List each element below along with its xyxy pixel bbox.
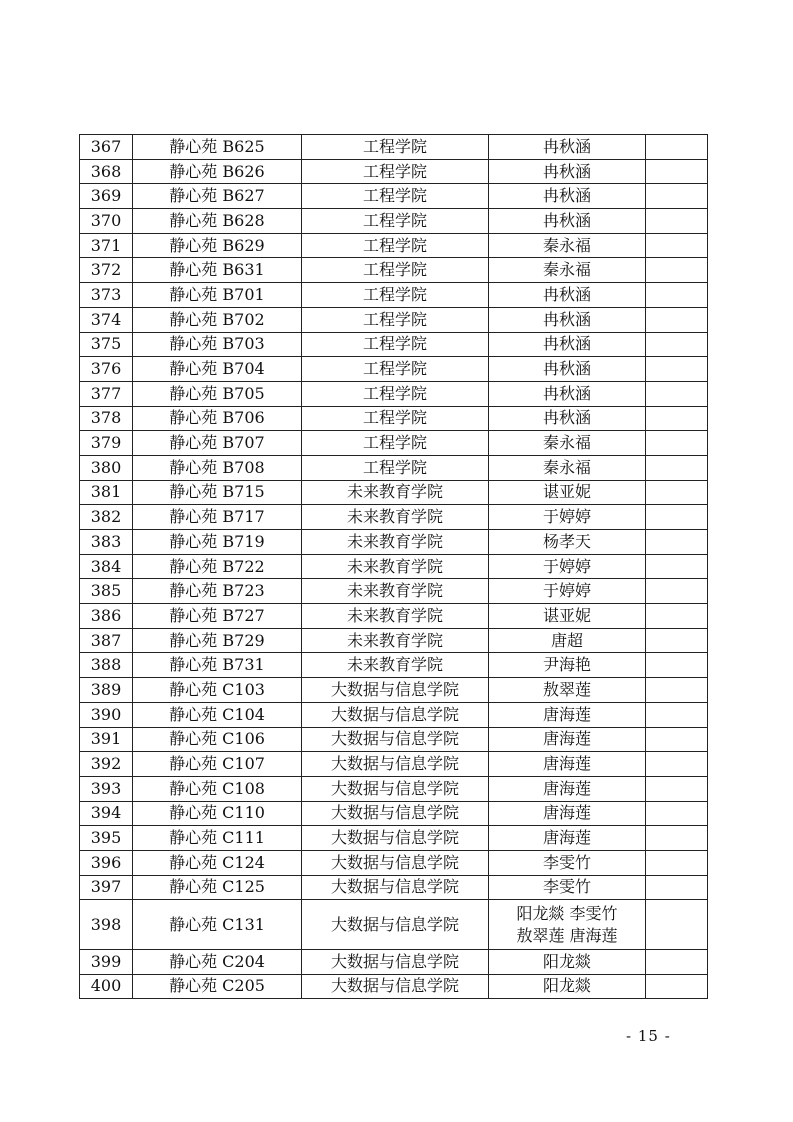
- college-cell: 大数据与信息学院: [302, 949, 489, 974]
- room-cell: 静心苑 B704: [133, 357, 302, 382]
- staff-name: 冉秋涵: [542, 161, 591, 181]
- staff-name: 唐海莲: [542, 704, 591, 724]
- college-cell: 工程学院: [302, 455, 489, 480]
- table-row: [80, 455, 708, 480]
- row-number-cell: 372: [80, 258, 133, 283]
- remark-cell: [646, 431, 708, 456]
- remark-cell: [646, 776, 708, 801]
- staff-cell: [489, 949, 646, 974]
- staff-cell: [489, 233, 646, 258]
- row-number-cell: 371: [80, 233, 133, 258]
- room-cell: 静心苑 C111: [133, 826, 302, 851]
- remark-cell: [646, 258, 708, 283]
- college-cell: 大数据与信息学院: [302, 850, 489, 875]
- staff-cell: [489, 283, 646, 308]
- room-cell: 静心苑 C125: [133, 875, 302, 900]
- college-cell: 工程学院: [302, 135, 489, 160]
- row-number-cell: 378: [80, 406, 133, 431]
- staff-cell: [489, 135, 646, 160]
- table-row: [80, 974, 708, 999]
- college-cell: 未来教育学院: [302, 628, 489, 653]
- roster-table-body: [80, 135, 708, 999]
- college-cell: 工程学院: [302, 258, 489, 283]
- table-row: [80, 332, 708, 357]
- staff-cell: [489, 702, 646, 727]
- room-cell: 静心苑 B708: [133, 455, 302, 480]
- staff-name: 冉秋涵: [542, 136, 591, 156]
- staff-cell: [489, 431, 646, 456]
- staff-cell: [489, 159, 646, 184]
- staff-cell: [489, 184, 646, 209]
- table-row: [80, 752, 708, 777]
- room-cell: 静心苑 B723: [133, 579, 302, 604]
- college-cell: 大数据与信息学院: [302, 727, 489, 752]
- table-row: [80, 554, 708, 579]
- staff-name: 李雯竹: [542, 852, 591, 872]
- staff-cell: [489, 900, 646, 950]
- staff-name: 阳龙燚: [542, 951, 591, 971]
- table-row: [80, 505, 708, 530]
- row-number-cell: 387: [80, 628, 133, 653]
- staff-name: 唐海莲: [542, 754, 591, 774]
- room-cell: 静心苑 B626: [133, 159, 302, 184]
- table-row: [80, 480, 708, 505]
- staff-name: 冉秋涵: [542, 359, 591, 379]
- college-cell: 大数据与信息学院: [302, 826, 489, 851]
- table-row: [80, 776, 708, 801]
- table-row: [80, 875, 708, 900]
- table-row: [80, 530, 708, 555]
- remark-cell: [646, 850, 708, 875]
- remark-cell: [646, 406, 708, 431]
- college-cell: 大数据与信息学院: [302, 678, 489, 703]
- remark-cell: [646, 974, 708, 999]
- college-cell: 大数据与信息学院: [302, 875, 489, 900]
- row-number-cell: 394: [80, 801, 133, 826]
- row-number-cell: 380: [80, 455, 133, 480]
- table-row: [80, 258, 708, 283]
- room-cell: 静心苑 C104: [133, 702, 302, 727]
- college-cell: 工程学院: [302, 184, 489, 209]
- staff-name: 秦永福: [542, 457, 591, 477]
- room-cell: 静心苑 B717: [133, 505, 302, 530]
- staff-name: 唐海莲: [542, 828, 591, 848]
- row-number-cell: 376: [80, 357, 133, 382]
- remark-cell: [646, 604, 708, 629]
- college-cell: 大数据与信息学院: [302, 900, 489, 950]
- remark-cell: [646, 702, 708, 727]
- staff-name: 唐海莲: [542, 729, 591, 749]
- college-cell: 工程学院: [302, 209, 489, 234]
- remark-cell: [646, 875, 708, 900]
- college-cell: 大数据与信息学院: [302, 974, 489, 999]
- room-cell: 静心苑 B715: [133, 480, 302, 505]
- table-row: [80, 307, 708, 332]
- room-cell: 静心苑 C110: [133, 801, 302, 826]
- remark-cell: [646, 900, 708, 950]
- room-cell: 静心苑 B628: [133, 209, 302, 234]
- staff-name: 杨孝天: [542, 531, 591, 551]
- room-cell: 静心苑 B703: [133, 332, 302, 357]
- staff-name: 秦永福: [542, 260, 591, 280]
- college-cell: 工程学院: [302, 307, 489, 332]
- college-cell: 未来教育学院: [302, 554, 489, 579]
- staff-name: 谌亚妮: [542, 605, 591, 625]
- room-cell: 静心苑 B627: [133, 184, 302, 209]
- remark-cell: [646, 357, 708, 382]
- remark-cell: [646, 307, 708, 332]
- remark-cell: [646, 505, 708, 530]
- room-cell: 静心苑 C124: [133, 850, 302, 875]
- staff-name: 冉秋涵: [542, 186, 591, 206]
- remark-cell: [646, 184, 708, 209]
- page-number: - 15 -: [626, 1027, 671, 1045]
- college-cell: 未来教育学院: [302, 604, 489, 629]
- staff-cell: [489, 801, 646, 826]
- row-number-cell: 400: [80, 974, 133, 999]
- remark-cell: [646, 209, 708, 234]
- table-row: [80, 159, 708, 184]
- staff-cell: [489, 653, 646, 678]
- staff-name: 于婷婷: [542, 581, 591, 601]
- row-number-cell: 385: [80, 579, 133, 604]
- room-cell: 静心苑 B727: [133, 604, 302, 629]
- staff-name: 冉秋涵: [542, 408, 591, 428]
- row-number-cell: 370: [80, 209, 133, 234]
- row-number-cell: 381: [80, 480, 133, 505]
- staff-name: 冉秋涵: [542, 383, 591, 403]
- college-cell: 工程学院: [302, 233, 489, 258]
- room-cell: 静心苑 B722: [133, 554, 302, 579]
- table-row: [80, 702, 708, 727]
- staff-cell: [489, 974, 646, 999]
- college-cell: 未来教育学院: [302, 505, 489, 530]
- table-row: [80, 826, 708, 851]
- row-number-cell: 397: [80, 875, 133, 900]
- remark-cell: [646, 332, 708, 357]
- table-row: [80, 283, 708, 308]
- staff-cell: [489, 752, 646, 777]
- room-cell: 静心苑 B707: [133, 431, 302, 456]
- staff-cell: [489, 604, 646, 629]
- staff-cell: [489, 554, 646, 579]
- row-number-cell: 382: [80, 505, 133, 530]
- table-row: [80, 628, 708, 653]
- row-number-cell: 391: [80, 727, 133, 752]
- row-number-cell: 396: [80, 850, 133, 875]
- staff-cell: [489, 850, 646, 875]
- remark-cell: [646, 480, 708, 505]
- row-number-cell: 395: [80, 826, 133, 851]
- table-row: [80, 604, 708, 629]
- table-row: [80, 653, 708, 678]
- staff-name: 阳龙燚: [542, 976, 591, 996]
- staff-cell: [489, 258, 646, 283]
- college-cell: 大数据与信息学院: [302, 752, 489, 777]
- college-cell: 工程学院: [302, 431, 489, 456]
- row-number-cell: 389: [80, 678, 133, 703]
- room-cell: 静心苑 C205: [133, 974, 302, 999]
- staff-cell: [489, 406, 646, 431]
- staff-cell: [489, 307, 646, 332]
- staff-name: 唐超: [550, 630, 583, 650]
- row-number-cell: 390: [80, 702, 133, 727]
- remark-cell: [646, 579, 708, 604]
- remark-cell: [646, 727, 708, 752]
- room-cell: 静心苑 B631: [133, 258, 302, 283]
- staff-name: 冉秋涵: [542, 309, 591, 329]
- table-row: [80, 135, 708, 160]
- staff-name: 谌亚妮: [542, 482, 591, 502]
- room-cell: 静心苑 B731: [133, 653, 302, 678]
- staff-cell: [489, 678, 646, 703]
- room-cell: 静心苑 C107: [133, 752, 302, 777]
- room-cell: 静心苑 B702: [133, 307, 302, 332]
- table-row: [80, 850, 708, 875]
- staff-cell: [489, 455, 646, 480]
- room-cell: 静心苑 B719: [133, 530, 302, 555]
- row-number-cell: 367: [80, 135, 133, 160]
- staff-name: 敖翠莲: [542, 679, 591, 699]
- row-number-cell: 369: [80, 184, 133, 209]
- staff-cell: [489, 505, 646, 530]
- staff-name: 秦永福: [542, 235, 591, 255]
- staff-name: 敖翠莲 唐海莲: [516, 925, 618, 945]
- college-cell: 工程学院: [302, 332, 489, 357]
- table-row: [80, 406, 708, 431]
- room-cell: 静心苑 B629: [133, 233, 302, 258]
- college-cell: 工程学院: [302, 357, 489, 382]
- room-cell: 静心苑 C204: [133, 949, 302, 974]
- table-row: [80, 579, 708, 604]
- room-cell: 静心苑 B701: [133, 283, 302, 308]
- staff-name: 秦永福: [542, 433, 591, 453]
- remark-cell: [646, 283, 708, 308]
- college-cell: 工程学院: [302, 283, 489, 308]
- row-number-cell: 392: [80, 752, 133, 777]
- room-cell: 静心苑 B706: [133, 406, 302, 431]
- staff-name: 唐海莲: [542, 778, 591, 798]
- row-number-cell: 375: [80, 332, 133, 357]
- college-cell: 未来教育学院: [302, 480, 489, 505]
- table-row: [80, 381, 708, 406]
- room-cell: 静心苑 B729: [133, 628, 302, 653]
- row-number-cell: 393: [80, 776, 133, 801]
- row-number-cell: 368: [80, 159, 133, 184]
- room-cell: 静心苑 B705: [133, 381, 302, 406]
- row-number-cell: 377: [80, 381, 133, 406]
- row-number-cell: 384: [80, 554, 133, 579]
- staff-name: 李雯竹: [542, 877, 591, 897]
- dormitory-roster: [79, 134, 702, 999]
- staff-name: 冉秋涵: [542, 284, 591, 304]
- staff-cell: [489, 480, 646, 505]
- table-row: [80, 357, 708, 382]
- remark-cell: [646, 628, 708, 653]
- staff-cell: [489, 826, 646, 851]
- staff-cell: [489, 579, 646, 604]
- staff-name: 于婷婷: [542, 556, 591, 576]
- table-row: [80, 801, 708, 826]
- remark-cell: [646, 826, 708, 851]
- remark-cell: [646, 949, 708, 974]
- college-cell: 大数据与信息学院: [302, 801, 489, 826]
- room-cell: 静心苑 C108: [133, 776, 302, 801]
- remark-cell: [646, 678, 708, 703]
- staff-cell: [489, 357, 646, 382]
- remark-cell: [646, 455, 708, 480]
- staff-cell: [489, 381, 646, 406]
- staff-cell: [489, 875, 646, 900]
- college-cell: 工程学院: [302, 381, 489, 406]
- roster-table: [79, 134, 708, 999]
- remark-cell: [646, 530, 708, 555]
- remark-cell: [646, 801, 708, 826]
- room-cell: 静心苑 B625: [133, 135, 302, 160]
- remark-cell: [646, 233, 708, 258]
- staff-name: 唐海莲: [542, 803, 591, 823]
- remark-cell: [646, 653, 708, 678]
- staff-name: 冉秋涵: [542, 210, 591, 230]
- college-cell: 未来教育学院: [302, 653, 489, 678]
- staff-name: 尹海艳: [542, 655, 591, 675]
- table-row: [80, 431, 708, 456]
- table-row: [80, 209, 708, 234]
- table-row: [80, 678, 708, 703]
- staff-cell: [489, 332, 646, 357]
- remark-cell: [646, 381, 708, 406]
- staff-cell: [489, 530, 646, 555]
- row-number-cell: 379: [80, 431, 133, 456]
- row-number-cell: 399: [80, 949, 133, 974]
- college-cell: 未来教育学院: [302, 530, 489, 555]
- college-cell: 工程学院: [302, 159, 489, 184]
- staff-cell: [489, 727, 646, 752]
- row-number-cell: 386: [80, 604, 133, 629]
- remark-cell: [646, 135, 708, 160]
- table-row: [80, 184, 708, 209]
- college-cell: 大数据与信息学院: [302, 702, 489, 727]
- row-number-cell: 374: [80, 307, 133, 332]
- staff-name: 于婷婷: [542, 507, 591, 527]
- staff-cell: [489, 776, 646, 801]
- staff-name: 冉秋涵: [542, 334, 591, 354]
- row-number-cell: 373: [80, 283, 133, 308]
- row-number-cell: 383: [80, 530, 133, 555]
- staff-cell: [489, 209, 646, 234]
- room-cell: 静心苑 C131: [133, 900, 302, 950]
- table-row: [80, 949, 708, 974]
- remark-cell: [646, 752, 708, 777]
- row-number-cell: 388: [80, 653, 133, 678]
- table-row: [80, 900, 708, 950]
- staff-name: 阳龙燚 李雯竹: [516, 903, 618, 923]
- room-cell: 静心苑 C106: [133, 727, 302, 752]
- row-number-cell: 398: [80, 900, 133, 950]
- staff-cell: [489, 628, 646, 653]
- remark-cell: [646, 159, 708, 184]
- college-cell: 未来教育学院: [302, 579, 489, 604]
- remark-cell: [646, 554, 708, 579]
- table-row: [80, 233, 708, 258]
- room-cell: 静心苑 C103: [133, 678, 302, 703]
- college-cell: 大数据与信息学院: [302, 776, 489, 801]
- college-cell: 工程学院: [302, 406, 489, 431]
- table-row: [80, 727, 708, 752]
